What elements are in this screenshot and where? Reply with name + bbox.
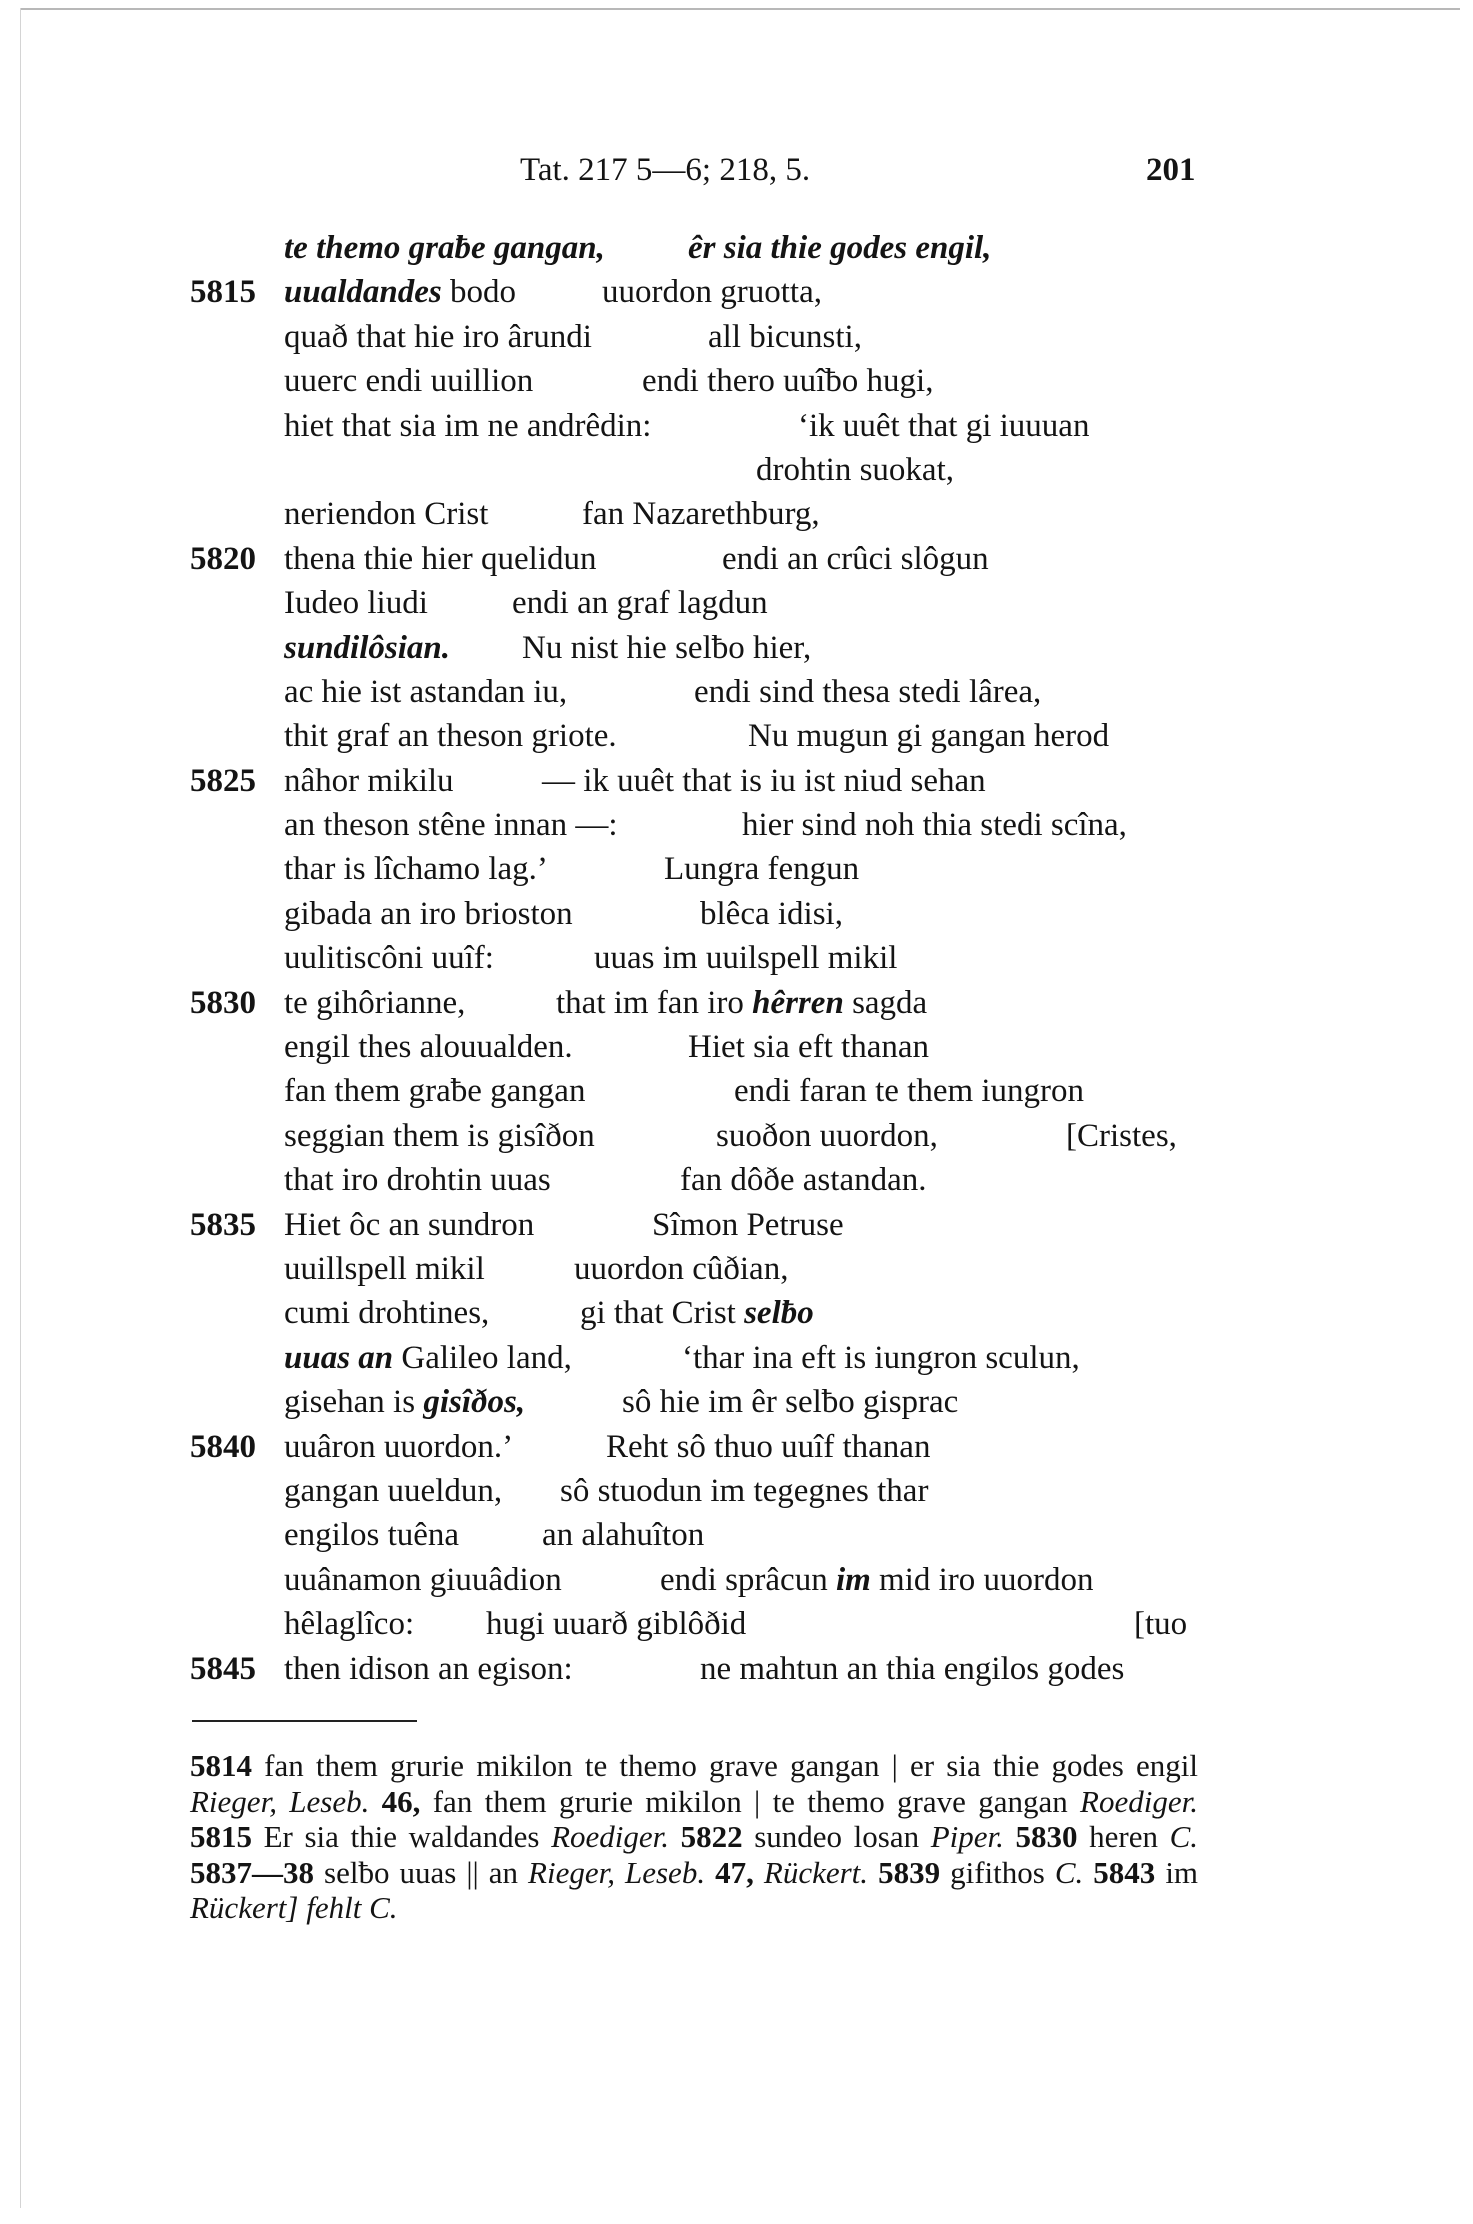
footnote-reference: 5830 — [1015, 1819, 1078, 1854]
second-half-line: sô stuodun im tegegnes thar — [560, 1472, 929, 1509]
second-half-line: uuordon gruotta, — [602, 274, 822, 311]
first-half-line: then idison an egison: — [284, 1650, 573, 1687]
second-half-line: endi sind thesa stedi lârea, — [694, 673, 1042, 710]
first-half-line: fan them graƀe gangan — [284, 1073, 586, 1110]
first-half-line: uuas an Galileo land, — [284, 1339, 572, 1376]
verse-text — [0, 226, 1473, 1691]
second-half-line: endi thero uuîƀo hugi, — [642, 363, 934, 400]
verse-line — [0, 1247, 1473, 1291]
footnotes — [190, 1748, 1198, 1926]
first-half-line: Iudeo liudi — [284, 585, 428, 622]
footnote-text: im — [1155, 1854, 1199, 1890]
verse-line — [0, 537, 1473, 581]
verse-line — [0, 492, 1473, 536]
line-number: 5845 — [190, 1650, 256, 1687]
page-number: 201 — [1146, 152, 1196, 188]
first-half-line: uulitiscôni uuîf: — [284, 940, 494, 977]
verse-line — [0, 981, 1473, 1025]
verse-line — [0, 759, 1473, 803]
page-top-border — [20, 8, 1460, 10]
line-number: 5830 — [190, 984, 256, 1021]
footnote-text: C. — [1169, 1819, 1199, 1854]
footnote-text — [868, 1855, 878, 1890]
footnote-text: Rückert] — [190, 1890, 299, 1925]
second-half-line: uuas im uuilspell mikil — [594, 940, 898, 977]
footnote-text: Er sia thie waldandes — [252, 1819, 552, 1854]
second-half-line: Nu mugun gi gangan herod — [748, 718, 1110, 755]
footnote-text — [669, 1819, 681, 1854]
verse-line — [0, 847, 1473, 891]
second-half-line: ne mahtun an thia engilos godes — [700, 1650, 1125, 1687]
overflow-word: [Cristes, — [1066, 1117, 1177, 1154]
footnote-text: fan them grurie mikilon | te themo grave gangan — [420, 1783, 1081, 1819]
second-half-line: endi an graf lagdun — [512, 585, 768, 622]
first-half-line: an theson stêne innan —: — [284, 807, 618, 844]
verse-line — [0, 270, 1473, 314]
first-half-line: gibada an iro brioston — [284, 895, 573, 932]
second-half-line: fan dôðe astandan. — [680, 1162, 927, 1199]
footnote-text: sundeo losan — [742, 1819, 931, 1854]
second-half-line: uuordon cûðian, — [574, 1250, 789, 1287]
line-number: 5840 — [190, 1428, 256, 1465]
footnote-text: Piper. — [930, 1819, 1004, 1854]
verse-line — [0, 1114, 1473, 1158]
footnote-divider — [192, 1720, 417, 1722]
first-half-line: sundilôsian. — [284, 629, 450, 666]
verse-line — [0, 1380, 1473, 1424]
footnote-reference: 5815 — [190, 1819, 252, 1854]
second-half-line: hier sind noh thia stedi scîna, — [742, 807, 1127, 844]
footnote-reference: 5839 — [878, 1854, 941, 1890]
second-half-line: an alahuîton — [542, 1517, 705, 1554]
verse-line — [0, 936, 1473, 980]
second-half-line: suoðon uuordon, — [716, 1117, 938, 1154]
first-half-line: that iro drohtin uuas — [284, 1162, 551, 1199]
second-half-line: ‘ik uuêt that gi iuuuan — [798, 407, 1090, 444]
second-half-line: sô hie im êr selƀo gisprac — [622, 1384, 959, 1421]
verse-line — [0, 315, 1473, 359]
first-half-line: uuânamon giuuâdion — [284, 1561, 562, 1598]
second-half-line: that im fan iro hêrren sagda — [556, 984, 928, 1021]
verse-line — [0, 892, 1473, 936]
footnote-reference: 47, — [715, 1854, 754, 1890]
footnote-text: gifithos — [940, 1854, 1055, 1890]
first-half-line: hêlaglîco: — [284, 1606, 415, 1643]
footnote-text: Rieger, Leseb. — [528, 1854, 706, 1890]
footnote-text: selƀo uuas || an — [314, 1854, 529, 1890]
verse-line — [0, 670, 1473, 714]
footnote-text: fehlt C. — [306, 1890, 398, 1925]
footnote-text: C. — [1054, 1854, 1084, 1890]
verse-line — [0, 1203, 1473, 1247]
first-half-line: uuâron uuordon.’ — [284, 1428, 514, 1465]
first-half-line: cumi drohtines, — [284, 1295, 490, 1332]
second-half-line: hugi uuarð giblôðid — [486, 1606, 747, 1643]
footnote-text — [369, 1784, 381, 1819]
verse-line — [0, 1336, 1473, 1380]
verse-line — [0, 1469, 1473, 1513]
first-half-line: uuillspell mikil — [284, 1250, 485, 1287]
second-half-line: Nu nist hie selƀo hier, — [522, 629, 812, 666]
verse-line — [0, 1291, 1473, 1335]
first-half-line: nâhor mikilu — [284, 762, 454, 799]
footnote-reference: 5814 — [190, 1748, 252, 1783]
second-half-line: Lungra fengun — [664, 851, 860, 888]
first-half-line: gisehan is gisîðos, — [284, 1384, 526, 1421]
second-half-line: êr sia thie godes engil, — [688, 230, 992, 266]
first-half-line: uualdandes bodo — [284, 274, 516, 311]
first-half-line: ac hie ist astandan iu, — [284, 673, 568, 710]
verse-line — [0, 803, 1473, 847]
second-half-line: all bicunsti, — [708, 318, 862, 355]
first-half-line: engilos tuêna — [284, 1517, 460, 1554]
first-half-line: thar is lîchamo lag.’ — [284, 851, 548, 888]
verse-line — [0, 1069, 1473, 1113]
verse-line — [0, 1602, 1473, 1646]
verse-line — [0, 1158, 1473, 1202]
line-number: 5835 — [190, 1206, 256, 1243]
footnote-reference: 5837—38 — [190, 1854, 314, 1890]
first-half-line: seggian them is gisîðon — [284, 1117, 595, 1154]
first-half-line: hiet that sia im ne andrêdin: — [284, 407, 652, 444]
footnote-text: fan them grurie mikilon te themo grave gangan | er sia thie godes engil — [252, 1748, 1198, 1783]
line-number: 5820 — [190, 540, 256, 577]
footnote-text — [705, 1855, 715, 1890]
first-half-line: te themo graƀe gangan, — [284, 230, 605, 266]
first-half-line: gangan uueldun, — [284, 1472, 503, 1509]
line-number: 5825 — [190, 762, 256, 799]
verse-line — [0, 1558, 1473, 1602]
footnote-text — [1083, 1855, 1093, 1890]
first-half-line: uuerc endi uuillion — [284, 363, 534, 400]
verse-line — [0, 1647, 1473, 1691]
first-half-line: neriendon Crist — [284, 496, 489, 533]
second-half-line: blêca idisi, — [700, 895, 843, 932]
first-half-line: engil thes alouualden. — [284, 1029, 573, 1066]
verse-line — [0, 1513, 1473, 1557]
second-half-line: endi faran te them iungron — [734, 1073, 1085, 1110]
first-half-line: te gihôrianne, — [284, 984, 466, 1021]
second-half-line: Reht sô thuo uuîf thanan — [606, 1428, 931, 1465]
verse-line — [0, 581, 1473, 625]
verse-line — [0, 359, 1473, 403]
verse-line — [0, 404, 1473, 448]
first-half-line: quað that hie iro ârundi — [284, 318, 592, 355]
footnote-text: Rückert. — [763, 1854, 869, 1890]
footnote-text: Roediger. — [1080, 1783, 1198, 1819]
footnote-reference: 5822 — [680, 1819, 743, 1854]
second-half-line: gi that Crist selƀo — [580, 1295, 814, 1332]
second-half-line: fan Nazarethburg, — [582, 496, 820, 533]
running-header: Tat. 217 5—6; 218, 5. — [520, 152, 811, 188]
second-half-line: — ik uuêt that is iu ist niud sehan — [542, 762, 986, 799]
footnote-text: heren — [1077, 1819, 1170, 1854]
second-half-line: endi an crûci slôgun — [722, 540, 989, 577]
second-half-line: drohtin suokat, — [756, 451, 954, 488]
verse-line — [0, 626, 1473, 670]
second-half-line: ‘thar ina eft is iungron sculun, — [682, 1339, 1080, 1376]
verse-line — [0, 448, 1473, 492]
second-half-line: Hiet sia eft thanan — [688, 1029, 929, 1066]
footnote-text: Rieger, Leseb. — [190, 1783, 370, 1819]
footnote-text — [754, 1855, 764, 1890]
second-half-line: Sîmon Petruse — [652, 1206, 844, 1243]
footnote-text — [1004, 1819, 1016, 1854]
overflow-word: [tuo — [1134, 1606, 1188, 1643]
verse-line — [0, 1425, 1473, 1469]
first-half-line: thena thie hier quelidun — [284, 540, 597, 577]
first-half-line: Hiet ôc an sundron — [284, 1206, 535, 1243]
verse-line — [0, 714, 1473, 758]
footnote-text: Roediger. — [551, 1819, 670, 1854]
footnote-reference: 46, — [381, 1783, 421, 1819]
second-half-line: endi sprâcun im mid iro uuordon — [660, 1561, 1094, 1598]
footnote-reference: 5843 — [1093, 1854, 1156, 1890]
verse-line — [0, 1025, 1473, 1069]
first-half-line: thit graf an theson griote. — [284, 718, 617, 755]
line-number: 5815 — [190, 274, 256, 311]
verse-line — [0, 226, 1473, 270]
